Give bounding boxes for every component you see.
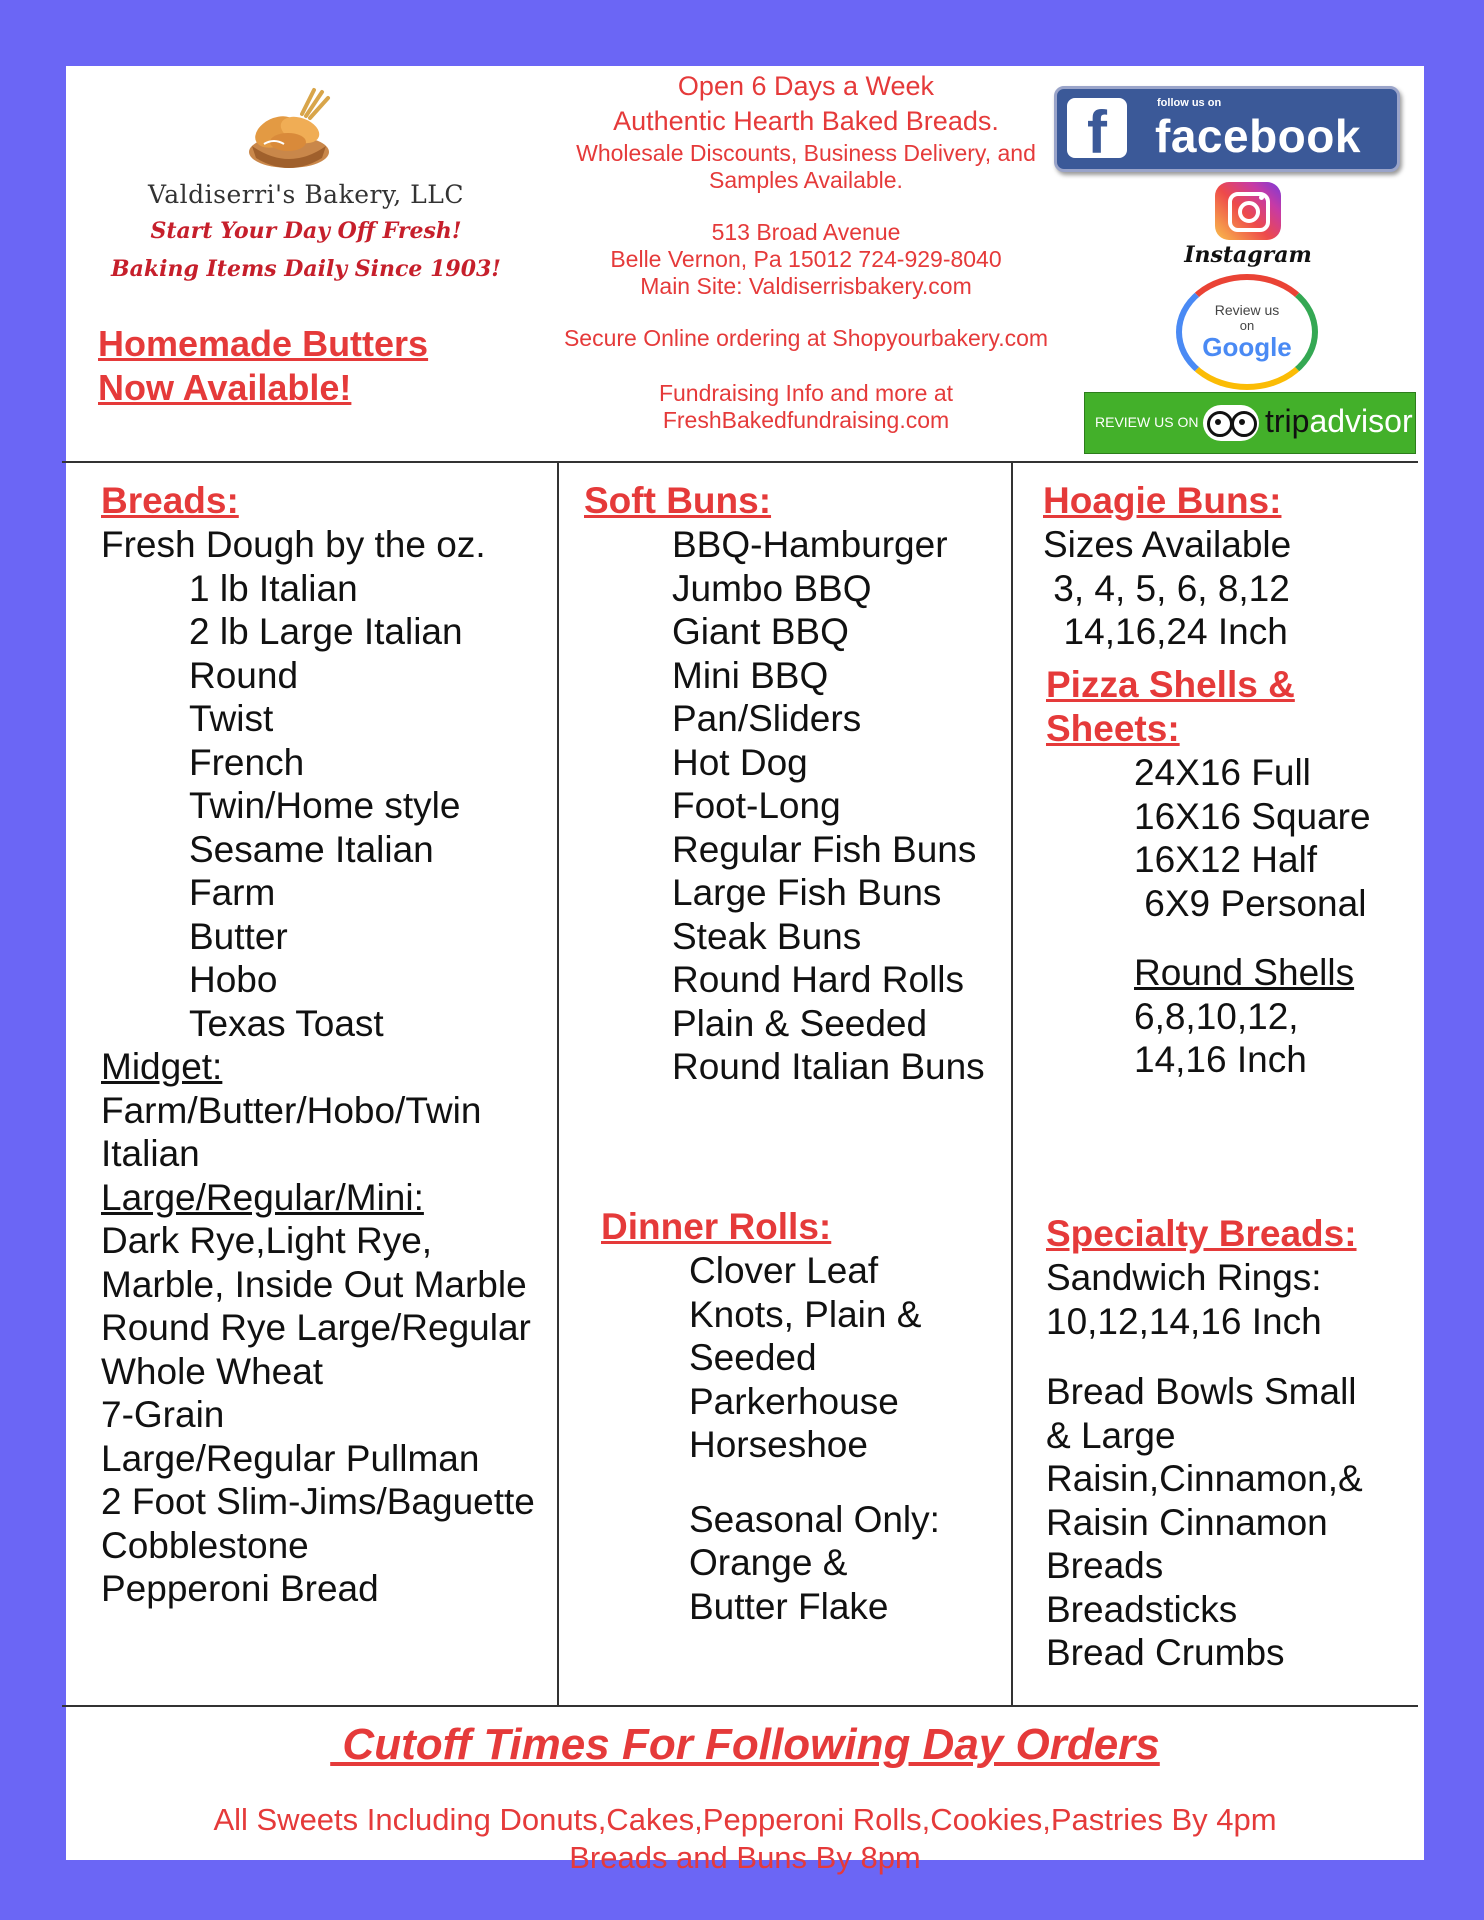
list-item: Bread Bowls Small — [1046, 1371, 1357, 1412]
online-ordering-link[interactable]: Secure Online ordering at Shopyourbakery.com — [563, 325, 1049, 351]
list-item: Texas Toast — [189, 1002, 384, 1044]
bread-basket-icon — [244, 86, 334, 172]
main-site-link[interactable]: Main Site: Valdiserrisbakery.com — [640, 273, 972, 299]
divider-top — [62, 461, 1418, 463]
list-item: 2 Foot Slim-Jims/Baguette — [101, 1481, 535, 1522]
soft-buns-column — [584, 479, 1004, 1089]
list-item: Breadsticks — [1046, 1588, 1238, 1630]
google-wordmark: Google — [1202, 332, 1292, 362]
list-item: Butter Flake — [689, 1585, 889, 1627]
cutoff-sweets: All Sweets Including Donuts,Cakes,Pepperoni Rolls,Cookies,Pastries By 4pm — [213, 1802, 1277, 1837]
list-item: 16X12 Half — [1134, 839, 1318, 880]
list-item: Whole Wheat — [101, 1350, 324, 1392]
cutoff-breads: Breads and Buns By 8pm — [569, 1840, 921, 1875]
list-item: BBQ-Hamburger — [672, 524, 948, 565]
dinner-rolls-title: Dinner Rolls: — [601, 1206, 832, 1247]
open-days: Open 6 Days a Week — [677, 71, 935, 101]
instagram-label: Instagram — [1184, 242, 1312, 268]
flyer-sheet — [66, 66, 1424, 1875]
list-item: Large Fish Buns — [672, 872, 942, 913]
list-item: 2 lb Large Italian — [189, 611, 463, 652]
tripadvisor-wordmark — [1265, 403, 1413, 440]
breads-title: Breads: — [101, 480, 239, 521]
list-item: Regular Fish Buns — [672, 828, 977, 870]
list-item: Hot Dog — [672, 741, 808, 783]
hoagie-buns-section — [1043, 479, 1413, 654]
list-item: Cobblestone — [101, 1524, 309, 1566]
google-review-us: Review us — [1214, 302, 1280, 318]
list-item: Farm/Butter/Hobo/Twin — [101, 1089, 482, 1131]
list-item: Sesame Italian — [189, 828, 434, 870]
list-item: Butter — [189, 915, 288, 957]
list-item: Dark Rye,Light Rye, — [101, 1220, 433, 1261]
large-regular-mini-subtitle: Large/Regular/Mini: — [101, 1176, 424, 1218]
list-item: Large/Regular Pullman — [101, 1437, 480, 1479]
list-item: 6X9 Personal — [1134, 882, 1367, 924]
list-item: Sandwich Rings: — [1046, 1257, 1322, 1298]
list-item: Breads — [1046, 1545, 1164, 1586]
list-item: Marble, Inside Out Marble — [101, 1263, 527, 1305]
list-item: Foot-Long — [672, 785, 841, 826]
list-item: & Large — [1046, 1414, 1176, 1456]
pizza-shells-section — [1046, 663, 1416, 1082]
list-item: Raisin Cinnamon — [1046, 1501, 1328, 1543]
tagline-since-1903: Baking Items Daily Since 1903! — [111, 256, 501, 282]
hoagie-buns-title: Hoagie Buns: — [1043, 480, 1282, 521]
list-item: Round Hard Rolls — [672, 959, 965, 1000]
list-item: 14,16,24 Inch — [1043, 611, 1288, 652]
list-item: Twin/Home style — [189, 785, 461, 826]
list-item: 24X16 Full — [1134, 752, 1311, 793]
facebook-follow-text: follow us on — [1157, 97, 1222, 109]
list-item: Farm — [189, 872, 276, 913]
divider-bottom — [62, 1705, 1418, 1707]
round-shells-subtitle: Round Shells — [1134, 952, 1355, 993]
list-item: 14,16 Inch — [1134, 1039, 1307, 1080]
list-item: Hobo — [189, 959, 278, 1000]
list-item: Pepperoni Bread — [101, 1568, 379, 1609]
tripadvisor-review-text: REVIEW US ON — [1095, 414, 1199, 430]
list-item: 1 lb Italian — [189, 567, 358, 609]
instagram-icon[interactable] — [1215, 182, 1281, 240]
dinner-rolls-section — [601, 1205, 1001, 1628]
list-item: Steak Buns — [672, 915, 862, 957]
facebook-badge[interactable] — [1054, 86, 1400, 172]
bakery-logo — [76, 76, 536, 306]
list-item: Mini BBQ — [672, 654, 829, 696]
breads-intro: Fresh Dough by the oz. — [101, 524, 486, 565]
list-item: Giant BBQ — [672, 611, 849, 652]
fundraising-link[interactable]: FreshBakedfundraising.com — [662, 407, 950, 433]
list-item: Parkerhouse — [689, 1380, 899, 1422]
soft-buns-title: Soft Buns: — [584, 480, 772, 521]
list-item: Round — [189, 654, 299, 696]
specialty-breads-title: Specialty Breads: — [1046, 1213, 1357, 1254]
list-item: Twist — [189, 698, 274, 739]
pizza-title-line-1: Pizza Shells & — [1046, 664, 1295, 705]
list-item: Sizes Available — [1043, 524, 1292, 565]
list-item: Clover Leaf — [689, 1250, 879, 1291]
homemade-butters-promo — [98, 322, 428, 410]
wholesale-line: Wholesale Discounts, Business Delivery, and — [576, 140, 1036, 166]
divider-col-2 — [1011, 462, 1013, 1705]
list-item: Round Rye Large/Regular — [101, 1307, 531, 1348]
google-on: on — [1239, 318, 1255, 333]
list-item: Knots, Plain & — [689, 1293, 922, 1335]
tripadvisor-owl-icon — [1203, 405, 1259, 441]
promo-line-1: Homemade Butters — [98, 323, 429, 364]
promo-line-2: Now Available! — [98, 367, 352, 408]
facebook-f-icon: f — [1067, 98, 1127, 158]
list-item: 16X16 Square — [1134, 795, 1371, 837]
list-item: 3, 4, 5, 6, 8,12 — [1043, 567, 1290, 609]
list-item: Italian — [101, 1133, 200, 1174]
google-review-badge[interactable] — [1176, 274, 1318, 390]
tripadvisor-advisor: advisor — [1309, 403, 1413, 439]
list-item: Round Italian Buns — [672, 1046, 985, 1087]
tripadvisor-trip: trip — [1265, 403, 1310, 439]
list-item: Plain & Seeded — [672, 1002, 928, 1044]
facebook-wordmark: facebook — [1155, 110, 1361, 162]
list-item: Raisin,Cinnamon,& — [1046, 1458, 1363, 1499]
fundraising-info: Fundraising Info and more at — [658, 380, 954, 406]
divider-col-1 — [557, 462, 559, 1705]
hearth-baked: Authentic Hearth Baked Breads. — [613, 106, 999, 136]
specialty-breads-section — [1046, 1212, 1416, 1675]
seasonal-label: Seasonal Only: — [689, 1498, 940, 1540]
list-item: 10,12,14,16 Inch — [1046, 1300, 1322, 1342]
pizza-title-line-2: Sheets: — [1046, 708, 1180, 749]
list-item: Jumbo BBQ — [672, 567, 872, 609]
list-item: Pan/Sliders — [672, 698, 862, 739]
list-item: 6,8,10,12, — [1134, 995, 1299, 1037]
list-item: Bread Crumbs — [1046, 1632, 1285, 1673]
list-item: Orange & — [689, 1542, 848, 1583]
list-item: French — [189, 741, 305, 783]
midget-subtitle: Midget: — [101, 1046, 223, 1087]
list-item: 7-Grain — [101, 1394, 225, 1435]
cutoff-title: Cutoff Times For Following Day Orders — [330, 1720, 1160, 1769]
breads-column — [101, 479, 551, 1611]
samples-line: Samples Available. — [709, 167, 903, 193]
tagline-start-fresh: Start Your Day Off Fresh! — [150, 218, 462, 244]
list-item: Horseshoe — [689, 1424, 868, 1465]
bakery-name: Valdiserri's Bakery, LLC — [147, 180, 465, 209]
tripadvisor-badge[interactable] — [1084, 392, 1416, 454]
address-street: 513 Broad Avenue — [711, 219, 901, 245]
list-item: Seeded — [689, 1337, 817, 1378]
address-city-phone: Belle Vernon, Pa 15012 724-929-8040 — [610, 246, 1002, 272]
